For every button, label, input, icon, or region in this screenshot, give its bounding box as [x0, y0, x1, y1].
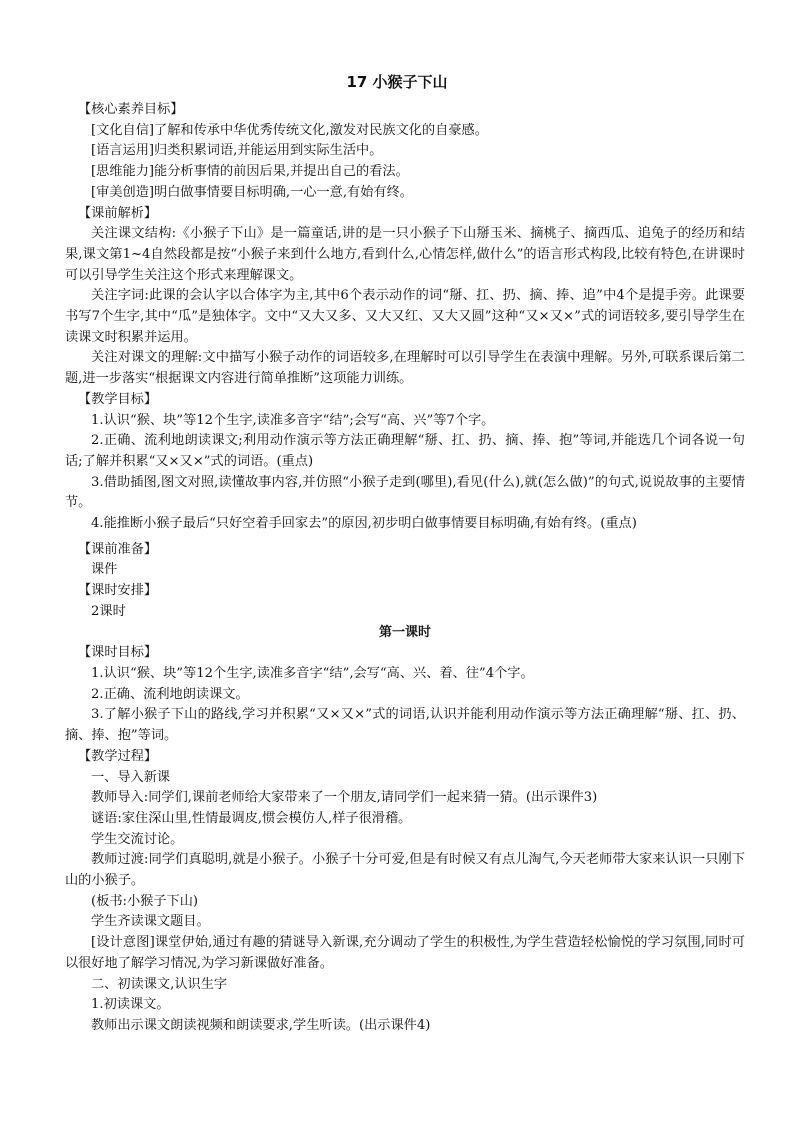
- paragraph: 2.正确、流利地朗读课文。: [91, 686, 249, 702]
- paragraph: 教师导入:同学们,课前老师给大家带来了一个朋友,请同学们一起来猜一猜。(出示课件3): [91, 790, 598, 806]
- paragraph: 1.初读课文。: [91, 997, 170, 1013]
- paragraph: 学生交流讨论。: [91, 831, 184, 847]
- paragraph: 2课时: [91, 603, 126, 619]
- paragraph: [思维能力]能分析事情的前因后果,并提出自己的看法。: [91, 164, 409, 180]
- paragraph: 1.认识“猴、块”等12个生字,读准多音字“结”;会写“高、兴”等7个字。: [91, 412, 495, 428]
- page-title: 17 小猴子下山: [346, 73, 448, 91]
- paragraph: 关注课文结构:《小猴子下山》是一篇童话,讲的是一只小猴子下山掰玉米、摘桃子、摘西瓜、追兔子的经历和结果,课文第1~4自然段都是按“小猴子来到什么地方,看到什么,心情怎样,做什么”的语言形式构段,比较有特色,在讲课时可以引导学生关注这个形式来理解课文。: [65, 226, 745, 283]
- paragraph: 3.了解小猴子下山的路线,学习并积累“又×又×”式的词语,认识并能利用动作演示等方法正确理解“掰、扛、扔、摘、捧、抱”等词。: [65, 707, 745, 744]
- section-heading: 【教学目标】: [78, 391, 158, 407]
- section-heading: 【课时目标】: [78, 645, 158, 661]
- section-heading: 【课时安排】: [78, 583, 158, 599]
- section-heading: 【教学过程】: [78, 748, 158, 764]
- paragraph: 2.正确、流利地朗读课文;利用动作演示等方法正确理解“掰、扛、扔、摘、捧、抱”等词,并能选几个词各说一句话;了解并积累“又×又×”式的词语。(重点): [65, 433, 745, 469]
- paragraph: 一、导入新课: [91, 769, 171, 785]
- paragraph: 教师出示课文朗读视频和朗读要求,学生听读。(出示课件4): [91, 1017, 431, 1033]
- paragraph: 谜语:家住深山里,性情最调皮,惯会模仿人,样子很滑稽。: [91, 810, 412, 826]
- paragraph: 学生齐读课文题目。: [91, 914, 210, 930]
- paragraph: 关注对课文的理解:文中描写小猴子动作的词语较多,在理解时可以引导学生在表演中理解。另外,可联系课后第二题,进一步落实“根据课文内容进行简单推断”这项能力训练。: [65, 350, 745, 387]
- paragraph: [审美创造]明白做事情要目标明确,一心一意,有始有终。: [91, 184, 413, 200]
- paragraph: (板书:小猴子下山): [91, 893, 199, 909]
- section-heading: 【课前准备】: [78, 541, 158, 557]
- section-heading: 【核心素养目标】: [78, 102, 184, 117]
- paragraph: 3.借助插图,图文对照,读懂故事内容,并仿照“小猴子走到(哪里),看见(什么),就(怎么做)”的句式,说说故事的主要情节。: [65, 474, 745, 511]
- paragraph: 4.能推断小猴子最后“只好空着手回家去”的原因,初步明白做事情要目标明确,有始有终。(重点): [91, 516, 637, 532]
- paragraph: 二、初读课文,认识生字: [91, 976, 228, 992]
- paragraph: 课件: [91, 562, 118, 578]
- paragraph: [语言运用]归类积累词语,并能运用到实际生活中。: [91, 143, 383, 159]
- document-body: [65, 100, 745, 1037]
- paragraph: 教师过渡:同学们真聪明,就是小猴子。小猴子十分可爱,但是有时候又有点儿淘气,今天老师带大家来认识一只刚下山的小猴子。: [65, 852, 745, 889]
- subsection-title: 第一课时: [378, 624, 431, 640]
- section-heading: 【课前解析】: [78, 205, 158, 221]
- paragraph: [文化自信]了解和传承中华优秀传统文化,激发对民族文化的自豪感。: [91, 122, 488, 138]
- paragraph: 1.认识“猴、块”等12个生字,读准多音字“结”,会写“高、兴、着、往”4个字。: [91, 665, 534, 681]
- paragraph: 关注字词:此课的会认字以合体字为主,其中6个表示动作的词“掰、扛、扔、摘、捧、追”中4个是提手旁。此课要书写7个生字,其中“瓜”是独体字。文中“又大又多、又大又红、又大又圆”这种“又×又×”式的词语较多,要引导学生在读课文时积累并运用。: [65, 288, 745, 345]
- paragraph: [设计意图]课堂伊始,通过有趣的猜谜导入新课,充分调动了学生的积极性,为学生营造轻松愉悦的学习氛围,同时可以很好地了解学习情况,为学习新课做好准备。: [65, 935, 745, 971]
